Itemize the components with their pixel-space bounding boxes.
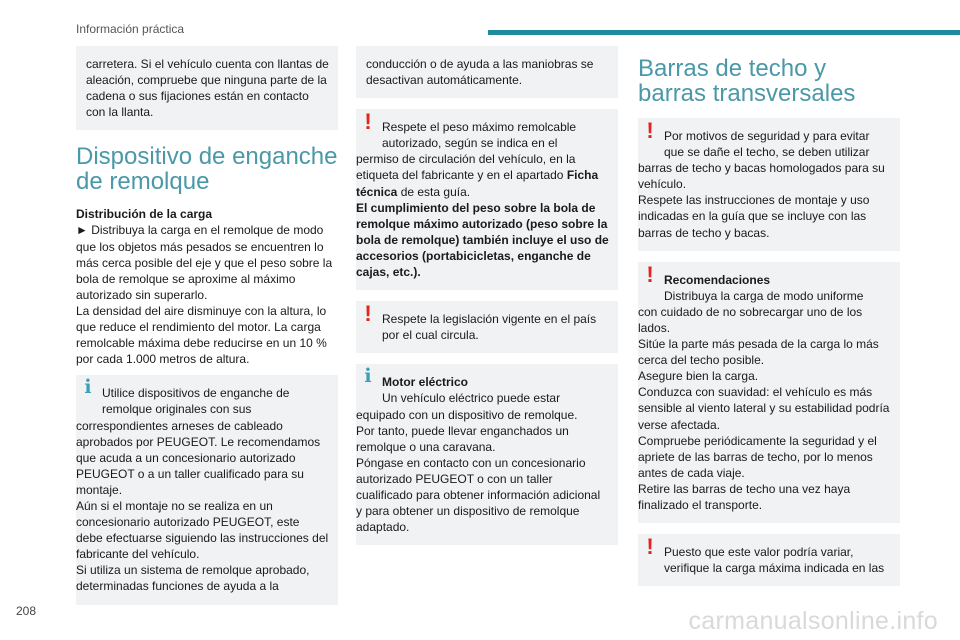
note-text: Asegure bien la carga. [638,369,759,384]
note-text: con cuidado de no sobrecargar uno de los lados. [638,304,863,335]
info-icon: i [364,365,372,388]
note-text: correspondientes arneses de cableado aprobados por PEUGEOT. Le recomendamos que acuda a un concesionario autorizado PEUGEOT o a un taller cualificado para su montaje. [76,418,321,497]
warning-note-max-load [638,534,900,586]
note-text: Retire las barras de techo una vez haya finalizado el transporte. [638,481,851,512]
section-title: Información práctica [76,22,185,36]
info-icon: i [84,376,92,399]
exclamation-icon: ! [646,118,654,143]
exclamation-icon: ! [646,261,654,287]
note-line: Utilice dispositivos de enganche de remolque originales con sus [102,386,290,417]
warning-note-roof-bars [638,118,900,251]
note-line: Distribuya la carga de modo uniforme [664,288,864,303]
note-title: Recomendaciones [664,272,771,287]
note-text: Conduzca con suavidad: el vehículo es más sensible al viento lateral y su estabilidad podría verse afectada. [638,385,890,432]
exclamation-icon: ! [364,109,372,135]
note-line: Respete el peso máximo remolcable autorizado, según se indica en el [382,120,577,151]
note-line: Por motivos de seguridad y para evitar que se dañe el techo, se deben utilizar [664,129,870,160]
note-text: Aún si el montaje no se realiza en un concesionario autorizado PEUGEOT, este debe efectuarse siguiendo las instrucciones del fabricante del vehículo. [76,498,329,562]
note-title: Motor eléctrico [382,375,469,390]
load-distribution-subtitle: Distribución de la carga [76,207,213,222]
towing-heading: Dispositivo de enganche de remolque [76,143,338,196]
note-line: Un vehículo eléctrico puede estar [382,391,561,406]
exclamation-icon: ! [364,301,372,327]
page-number: 208 [16,604,37,618]
note-text: equipado con un dispositivo de remolque. [356,407,578,422]
note-text: permiso de circulación del vehículo, en la etiqueta del fabricante y en el apartado Ficha técnica de esta guía. [356,152,599,199]
note-text: Por tanto, puede llevar enganchados un remolque o una caravana. [356,423,569,454]
note-text: Compruebe periódicamente la seguridad y el apriete de las barras de techo, por lo menos antes de cada viaje. [638,433,877,480]
info-note-electric-motor [356,364,618,545]
column-3 [638,46,900,597]
continued-text-box [356,46,618,98]
note-text: Póngase en contacto con un concesionario autorizado PEUGEOT o con un taller cualificado para obtener información adicional y para obtener un dispositivo de remolque adaptado. [356,455,601,535]
roof-bars-heading: Barras de techo y barras transversales [638,55,856,107]
altitude-paragraph: La densidad del aire disminuye con la altura, lo que reduce el rendimiento del motor. La carga remolcable máxima debe reducirse en un 10 % por cada 1.000 metros de altura. [76,303,327,367]
column-1 [76,46,338,616]
exclamation-icon: ! [646,534,654,560]
box-text: conducción o de ayuda a las maniobras se desactivan automáticamente. [366,57,594,88]
note-line: Puesto que este valor podría variar, verifique la carga máxima indicada en las [664,545,885,576]
info-note-towing-devices [76,375,338,604]
warning-note-max-weight [356,109,618,290]
watermark: carmanualsonline.info [688,607,938,635]
load-paragraph: ► Distribuya la carga en el remolque de modo que los objetos más pesados se encuentren lo más cerca posible del eje y que el peso sobre la bola de remolque se aproxime al máximo autorizado sin superarlo. [76,223,333,302]
warning-note-legislation [356,301,618,353]
note-bold-text: El cumplimiento del peso sobre la bola de remolque máximo autorizado (peso sobre la bola de remolque) también incluye el uso de accesorios (portabicicletas, enganche de cajas, etc.). [356,200,609,280]
note-text: barras de techo y bacas homologados para su vehículo. [638,161,885,192]
column-2 [356,46,618,556]
note-text: Sitúe la parte más pesada de la carga lo más cerca del techo posible. [638,337,879,368]
note-text: Si utiliza un sistema de remolque aprobado, determinadas funciones de ayuda a la [76,563,310,594]
warning-note-recommendations [638,262,900,523]
note-line: Respete la legislación vigente en el país por el cual circula. [382,312,597,343]
box-text: carretera. Si el vehículo cuenta con llantas de aleación, compruebe que ninguna parte de la cadena o sus fijaciones están en contacto con la llanta. [86,57,329,120]
continued-text-box [76,46,338,130]
note-text: Respete las instrucciones de montaje y uso indicadas en la guía que se incluye con las barras de techo y bacas. [638,193,870,240]
header-accent-bar [488,30,960,35]
